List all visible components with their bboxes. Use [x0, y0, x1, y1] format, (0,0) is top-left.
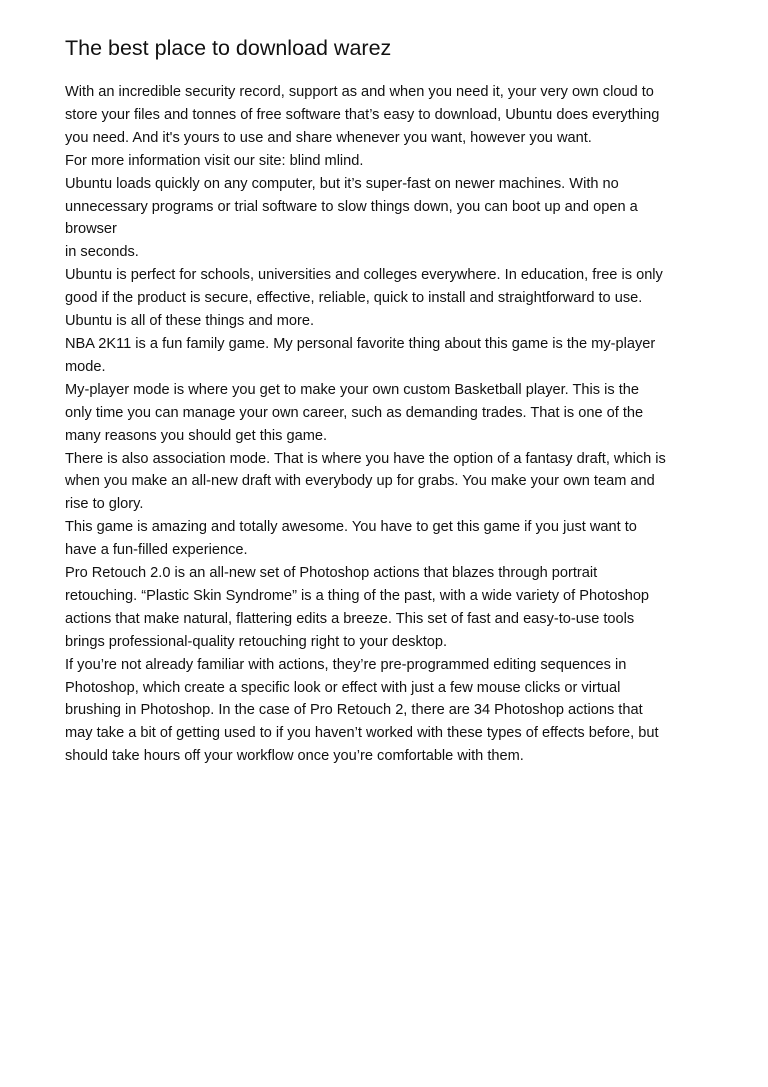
text-line: This game is amazing and totally awesome. You have to get this game if you just want to [65, 519, 637, 536]
text-line: only time you can manage your own career, such as demanding trades. That is one of the [65, 404, 644, 421]
document-body [65, 81, 715, 768]
document-content [65, 34, 715, 768]
text-line: should take hours off your workflow once you’re comfortable with them. [65, 748, 524, 765]
text-line: NBA 2K11 is a fun family game. My personal favorite thing about this game is the my-player [65, 335, 656, 352]
text-line: unnecessary programs or trial software to slow things down, you can boot up and open a [65, 198, 638, 215]
text-line: Ubuntu loads quickly on any computer, but it’s super-fast on newer machines. With no [65, 175, 619, 192]
document-title: The best place to download warez [65, 36, 392, 60]
text-line: good if the product is secure, effective, reliable, quick to install and straightforward to use. [65, 290, 643, 307]
text-line: have a fun-filled experience. [65, 542, 248, 559]
text-line: when you make an all-new draft with everybody up for grabs. You make your own team and [65, 473, 655, 490]
text-line: For more information visit our site: blind mlind. [65, 152, 364, 169]
text-line: in seconds. [65, 244, 139, 261]
text-line: mode. [65, 358, 106, 375]
text-line: brushing in Photoshop. In the case of Pro Retouch 2, there are 34 Photoshop actions that [65, 702, 643, 719]
text-line: may take a bit of getting used to if you haven’t worked with these types of effects before, but [65, 725, 659, 742]
text-line: With an incredible security record, support as and when you need it, your very own cloud to [65, 84, 654, 100]
text-line: you need. And it's yours to use and share whenever you want, however you want. [65, 129, 592, 146]
text-line: Pro Retouch 2.0 is an all-new set of Photoshop actions that blazes through portrait [65, 565, 598, 582]
text-line: retouching. “Plastic Skin Syndrome” is a thing of the past, with a wide variety of Photoshop [65, 587, 650, 604]
text-line: My-player mode is where you get to make your own custom Basketball player. This is the [65, 381, 640, 398]
text-line: Photoshop, which create a specific look or effect with just a few mouse clicks or virtual [65, 679, 621, 696]
text-line: There is also association mode. That is where you have the option of a fantasy draft, which is [65, 450, 666, 467]
text-line: browser [65, 221, 117, 238]
text-line: store your files and tonnes of free software that’s easy to download, Ubuntu does everything [65, 106, 660, 123]
text-line: many reasons you should get this game. [65, 427, 328, 444]
text-line: brings professional-quality retouching right to your desktop. [65, 633, 448, 650]
text-line: If you’re not already familiar with actions, they’re pre-programmed editing sequences in [65, 656, 627, 673]
text-line: Ubuntu is all of these things and more. [65, 313, 315, 330]
text-line: rise to glory. [65, 496, 144, 513]
text-line: Ubuntu is perfect for schools, universities and colleges everywhere. In education, free is only [65, 267, 663, 284]
text-line: actions that make natural, flattering edits a breeze. This set of fast and easy-to-use tools [65, 610, 635, 627]
